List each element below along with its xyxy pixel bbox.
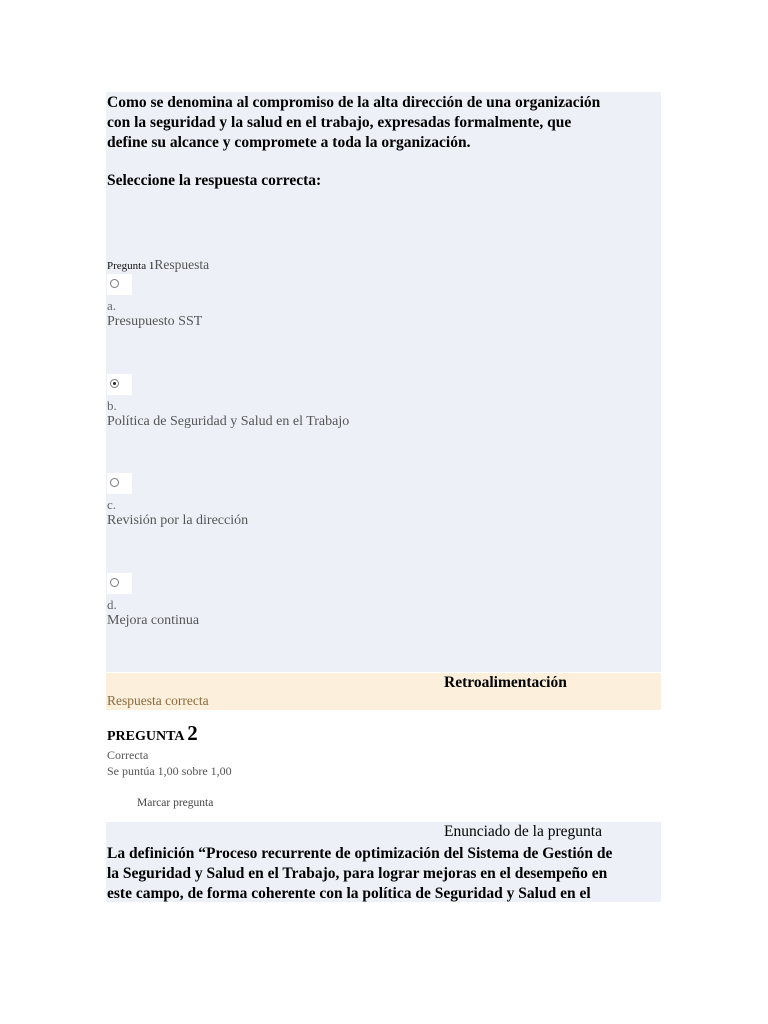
option-c-letter: c.: [107, 497, 117, 512]
option-b-text: Política de Seguridad y Salud en el Trabajo: [107, 414, 350, 429]
question-2-status: [107, 747, 232, 779]
question-1-text: [107, 93, 662, 153]
option-a-radio-container: [107, 274, 132, 295]
question-2-status-text: Correcta: [107, 748, 149, 762]
question-2-line: la Seguridad y Salud en el Trabajo, para lograr mejoras en el desempeño en: [107, 865, 608, 882]
option-c-text: Revisión por la dirección: [107, 513, 249, 528]
question-2-line: este campo, de forma coherente con la política de Seguridad y Salud en el: [107, 885, 591, 902]
option-d-letter: d.: [107, 597, 117, 612]
select-answer-prompt: Seleccione la respuesta correcta:: [107, 172, 322, 189]
option-b-letter: b.: [107, 398, 117, 413]
question-number-label: Pregunta 1: [107, 260, 155, 272]
option-d-radio-container: [107, 573, 132, 594]
question-2-heading-word: PREGUNTA: [107, 729, 184, 744]
feedback-text: Respuesta correcta: [107, 693, 209, 708]
option-d-text: Mejora continua: [107, 613, 200, 628]
option-c-radio-container: [107, 473, 132, 494]
question-2-heading-number: 2: [187, 721, 198, 745]
answer-word: Respuesta: [154, 257, 210, 272]
question-1-line: define su alcance y compromete a toda la organización.: [107, 134, 471, 151]
flag-question-link[interactable]: Marcar pregunta: [137, 797, 214, 809]
option-a-letter: a.: [107, 298, 117, 313]
option-c-radio[interactable]: [110, 478, 119, 487]
question-2-heading: [107, 721, 198, 746]
option-a-text: Presupuesto SST: [107, 314, 203, 329]
option-b-radio[interactable]: [110, 379, 119, 388]
option-a-radio[interactable]: [110, 279, 119, 288]
question-2-score: Se puntúa 1,00 sobre 1,00: [107, 764, 232, 778]
question-2-enunciado-label: Enunciado de la pregunta: [444, 823, 602, 840]
question-1-line: Como se denomina al compromiso de la alta dirección de una organización: [107, 94, 601, 111]
answer-label: [107, 257, 209, 273]
question-1-line: con la seguridad y la salud en el trabajo, expresadas formalmente, que: [107, 114, 572, 131]
option-b-radio-container: [107, 374, 132, 395]
question-2-line: La definición “Proceso recurrente de optimización del Sistema de Gestión de: [107, 845, 613, 862]
feedback-title: Retroalimentación: [444, 674, 567, 691]
question-2-text: [107, 844, 662, 904]
option-d-radio[interactable]: [110, 578, 119, 587]
